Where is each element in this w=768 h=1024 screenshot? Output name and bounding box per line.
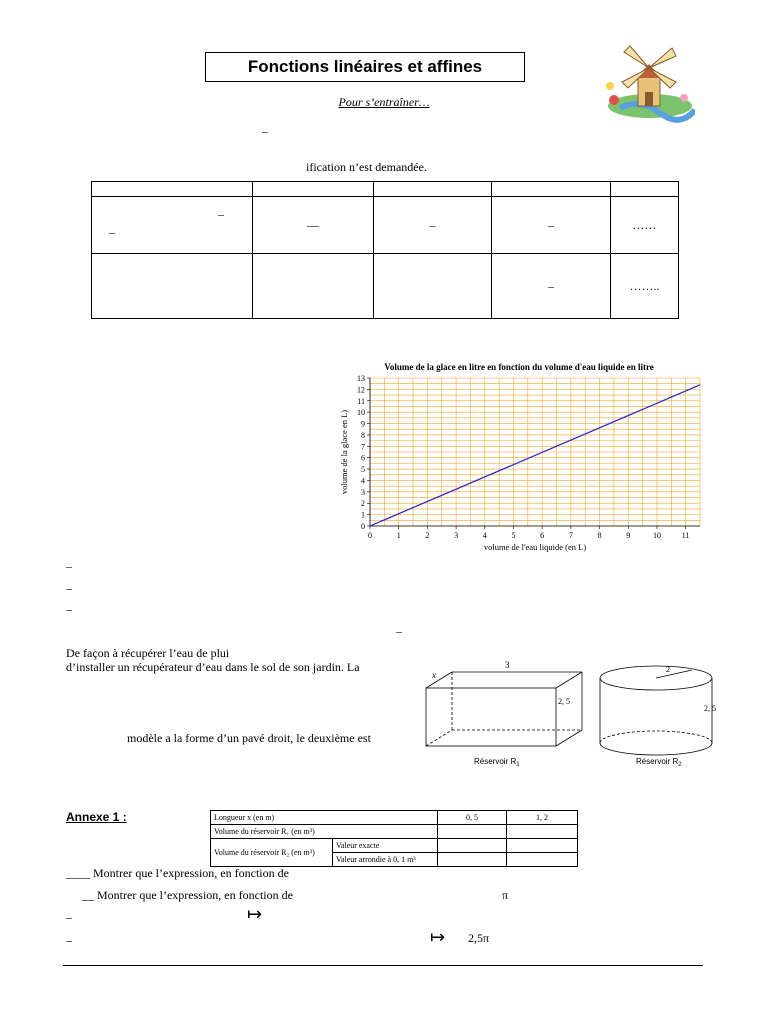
problem-line: De façon à récupérer l’eau de plui — [66, 646, 230, 660]
x-tick-label: 3 — [454, 531, 459, 540]
annex-value: 0, 5 — [438, 811, 507, 825]
annex-row-label: Longueur x (en m) — [211, 811, 438, 825]
y-tick-label: 3 — [361, 487, 365, 497]
question-dash: – — [66, 581, 72, 595]
question-line — [66, 866, 289, 881]
question-line — [82, 888, 293, 903]
box-width-label: 3 — [505, 660, 510, 670]
x-tick-label: 8 — [597, 531, 602, 540]
annex-cell — [438, 839, 507, 853]
box-depth-label: x — [432, 670, 436, 680]
y-tick-label: 6 — [361, 453, 365, 463]
question-blank: __ — [82, 888, 94, 902]
y-tick-label: 8 — [361, 430, 365, 440]
annex-label: Annexe 1 : — [66, 810, 127, 824]
x-tick-label: 11 — [681, 531, 690, 540]
reservoir-figure — [410, 658, 730, 773]
x-tick-label: 5 — [511, 531, 516, 540]
y-tick-label: 12 — [357, 385, 365, 395]
subtitle: Pour s’entraîner… — [338, 95, 430, 109]
cell-dash: – — [492, 197, 611, 254]
cell-dash: – — [109, 225, 115, 239]
windmill-illustration — [600, 38, 695, 123]
ice-volume-chart — [334, 372, 704, 557]
annex-table — [210, 810, 578, 867]
y-tick-label: 11 — [357, 396, 365, 406]
y-tick-label: 7 — [361, 442, 365, 452]
dash-mark: – — [262, 124, 268, 138]
annex-cell — [507, 839, 578, 853]
page-title: Fonctions linéaires et affines — [205, 52, 525, 82]
cell-dash: – — [218, 207, 224, 221]
footer-rule — [63, 965, 703, 966]
y-tick-label: 13 — [357, 374, 365, 383]
question-text: Montrer que l’expression, en fonction de — [93, 866, 289, 880]
x-tick-label: 6 — [540, 531, 545, 540]
problem-line: modèle a la forme d’un pavé droit, le deuxième est — [127, 731, 371, 745]
pi-symbol: π — [502, 888, 509, 902]
question-dash: – — [396, 624, 402, 638]
annex-cell — [507, 853, 578, 867]
x-tick-label: 4 — [482, 531, 487, 540]
function-value: 2,5π — [468, 931, 490, 945]
question-dash: – — [66, 602, 72, 616]
values-table — [91, 181, 679, 319]
x-tick-label: 2 — [425, 531, 430, 540]
x-tick-label: 9 — [626, 531, 631, 540]
annex-sub-label: Valeur exacte — [333, 839, 438, 853]
question-text: Montrer que l’expression, en fonction de — [97, 888, 293, 902]
cylinder-height-label: 2, 5 — [704, 704, 716, 713]
y-tick-label: 5 — [361, 465, 365, 475]
cell-dash: – — [374, 197, 492, 254]
y-axis-label: volume de la glace en L) — [339, 409, 349, 495]
annex-cell — [438, 825, 507, 839]
annex-row-label: Volume du réservoir R₁ (en m³) — [211, 825, 438, 839]
cell-dash: – — [492, 254, 611, 319]
y-tick-label: 2 — [361, 499, 365, 509]
cell-fraction-bar: — — [253, 197, 374, 254]
x-tick-label: 1 — [396, 531, 401, 540]
y-tick-label: 1 — [361, 510, 365, 520]
y-tick-label: 4 — [361, 476, 365, 486]
box-height-label: 2, 5 — [558, 697, 570, 706]
question-blank: ____ — [66, 866, 90, 880]
x-axis-label: volume de l'eau liquide (en L) — [483, 542, 587, 552]
question-dash: – — [66, 933, 72, 947]
instruction-text: ification n’est demandée. — [306, 160, 427, 174]
annex-cell — [507, 825, 578, 839]
series-line — [370, 385, 700, 526]
annex-row-label: Volume du réservoir R₂ (en m³) — [211, 839, 333, 867]
cylinder-radius-label: 2 — [666, 665, 670, 674]
y-tick-label: 9 — [361, 419, 365, 429]
annex-sub-label: Valeur arrondie à 0, 1 m³ — [333, 853, 438, 867]
x-tick-label: 0 — [368, 531, 372, 540]
maps-to-arrow: ↦ — [430, 927, 446, 948]
annex-value: 1, 2 — [507, 811, 578, 825]
cell-blank: …… — [611, 197, 679, 254]
box-caption: Réservoir $R_1$ — [474, 757, 520, 768]
maps-to-arrow: ↦ — [247, 904, 263, 925]
cell-blank: …….. — [611, 254, 679, 319]
annex-cell — [438, 853, 507, 867]
question-dash: – — [66, 559, 72, 573]
chart-title: Volume de la glace en litre en fonction du volume d'eau liquide en litre — [384, 362, 654, 372]
x-tick-label: 7 — [568, 531, 573, 540]
question-dash: – — [66, 910, 72, 924]
problem-line: d’installer un récupérateur d’eau dans le sol de son jardin. La — [66, 660, 360, 674]
y-tick-label: 0 — [361, 522, 365, 531]
cylinder-caption: Réservoir $R_2$ — [636, 757, 682, 768]
y-tick-label: 10 — [357, 408, 365, 418]
x-tick-label: 10 — [652, 531, 661, 540]
